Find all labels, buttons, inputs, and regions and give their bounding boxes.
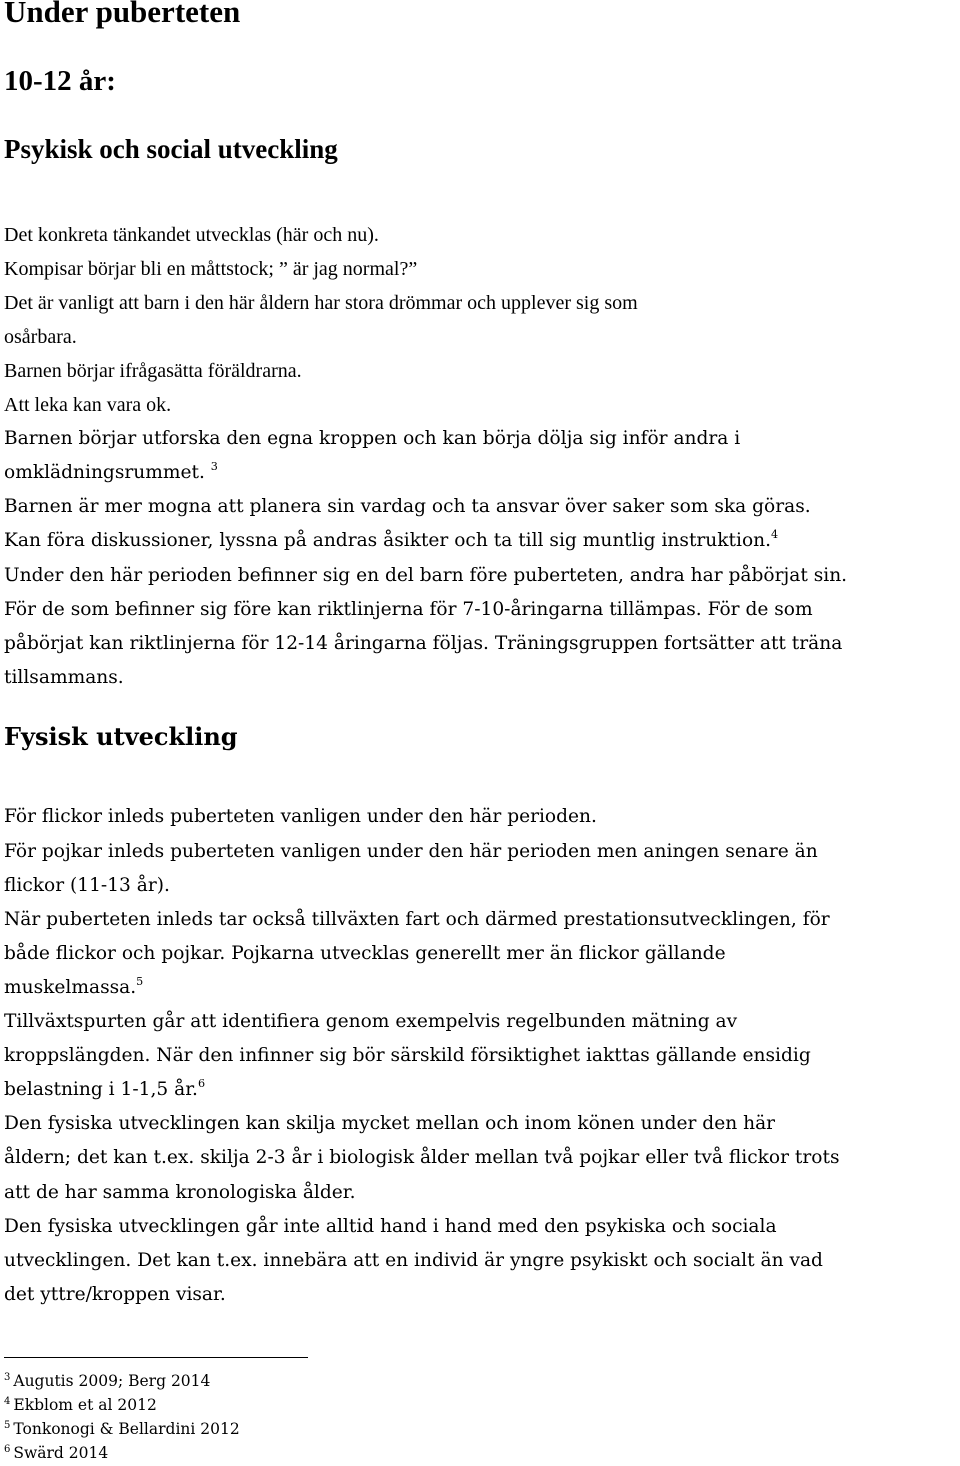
paragraph-line: Det konkreta tänkandet utvecklas (här och nu).: [4, 224, 379, 246]
paragraph-line: Det är vanligt att barn i den här åldern har stora drömmar och upplever sig som: [4, 292, 638, 314]
paragraph-line: Den fysiska utvecklingen kan skilja mycket mellan och inom könen under den här: [4, 1113, 776, 1134]
footnote-divider: [4, 1357, 308, 1358]
paragraph-line: För de som befinner sig före kan riktlinjerna för 7-10-åringarna tillämpas. För de som: [4, 599, 813, 620]
paragraph-line: kroppslängden. När den infinner sig bör särskild försiktighet iakttas gällande ensidig: [4, 1045, 811, 1066]
paragraph-line: Barnen är mer mogna att planera sin vardag och ta ansvar över saker som ska göras.: [4, 496, 811, 517]
paragraph-line: När puberteten inleds tar också tillväxten fart och därmed prestationsutvecklingen, för: [4, 909, 830, 930]
footnote: $^4$ Ekblom et al 2012: [4, 1396, 157, 1414]
paragraph-line: belastning i 1-1,5 år.$^6$: [4, 1077, 206, 1100]
paragraph-line: Tillväxtspurten går att identifiera genom exempelvis regelbunden mätning av: [4, 1011, 738, 1032]
paragraph-line: För pojkar inleds puberteten vanligen under den här perioden men aningen senare än: [4, 841, 818, 862]
paragraph-line: muskelmassa.$^5$: [4, 975, 144, 998]
footnote-ref: 6: [197, 1077, 206, 1090]
paragraph-line: flickor (11-13 år).: [4, 875, 170, 896]
section-heading-psychological: Psykisk och social utveckling: [4, 134, 338, 164]
paragraph-line: Kompisar börjar bli en måttstock; ” är jag normal?”: [4, 258, 418, 280]
section-heading-physical: Fysisk utveckling: [4, 722, 238, 751]
footnote: $^5$ Tonkonogi & Bellardini 2012: [4, 1420, 240, 1438]
paragraph-line: åldern; det kan t.ex. skilja 2-3 år i biologisk ålder mellan två pojkar eller två flickor trots: [4, 1147, 840, 1168]
paragraph-line: osårbara.: [4, 326, 77, 348]
paragraph-line: Barnen börjar utforska den egna kroppen och kan börja dölja sig inför andra i: [4, 428, 741, 449]
paragraph-line: påbörjat kan riktlinjerna för 12-14 åringarna följas. Träningsgruppen fortsätter att träna: [4, 633, 843, 654]
paragraph-line: det yttre/kroppen visar.: [4, 1284, 226, 1305]
page-title: Under puberteten: [4, 0, 241, 29]
paragraph-line: utvecklingen. Det kan t.ex. innebära att en individ är yngre psykiskt och socialt än vad: [4, 1250, 823, 1271]
paragraph-line: Kan föra diskussioner, lyssna på andras åsikter och ta till sig muntlig instruktion.$^4$: [4, 528, 779, 551]
paragraph-line: Barnen börjar ifrågasätta föräldrarna.: [4, 360, 302, 382]
footnote: $^6$ Swärd 2014: [4, 1444, 109, 1462]
paragraph-line: Att leka kan vara ok.: [4, 394, 172, 416]
paragraph-line: Under den här perioden befinner sig en del barn före puberteten, andra har påbörjat sin.: [4, 565, 848, 586]
footnote: $^3$ Augutis 2009; Berg 2014: [4, 1372, 211, 1390]
paragraph-line: att de har samma kronologiska ålder.: [4, 1182, 356, 1203]
footnote-ref: 4: [771, 528, 779, 541]
paragraph-line: Den fysiska utvecklingen går inte alltid hand i hand med den psykiska och sociala: [4, 1216, 777, 1237]
footnote-ref: 5: [136, 975, 144, 988]
paragraph-line: både flickor och pojkar. Pojkarna utvecklas generellt mer än flickor gällande: [4, 943, 726, 964]
paragraph-line: omklädningsrummet. $^3$: [4, 460, 218, 483]
paragraph-line: tillsammans.: [4, 667, 124, 688]
paragraph-line: För flickor inleds puberteten vanligen under den här perioden.: [4, 806, 597, 827]
age-heading: 10-12 år:: [4, 65, 116, 97]
footnote-ref: 3: [210, 460, 218, 473]
